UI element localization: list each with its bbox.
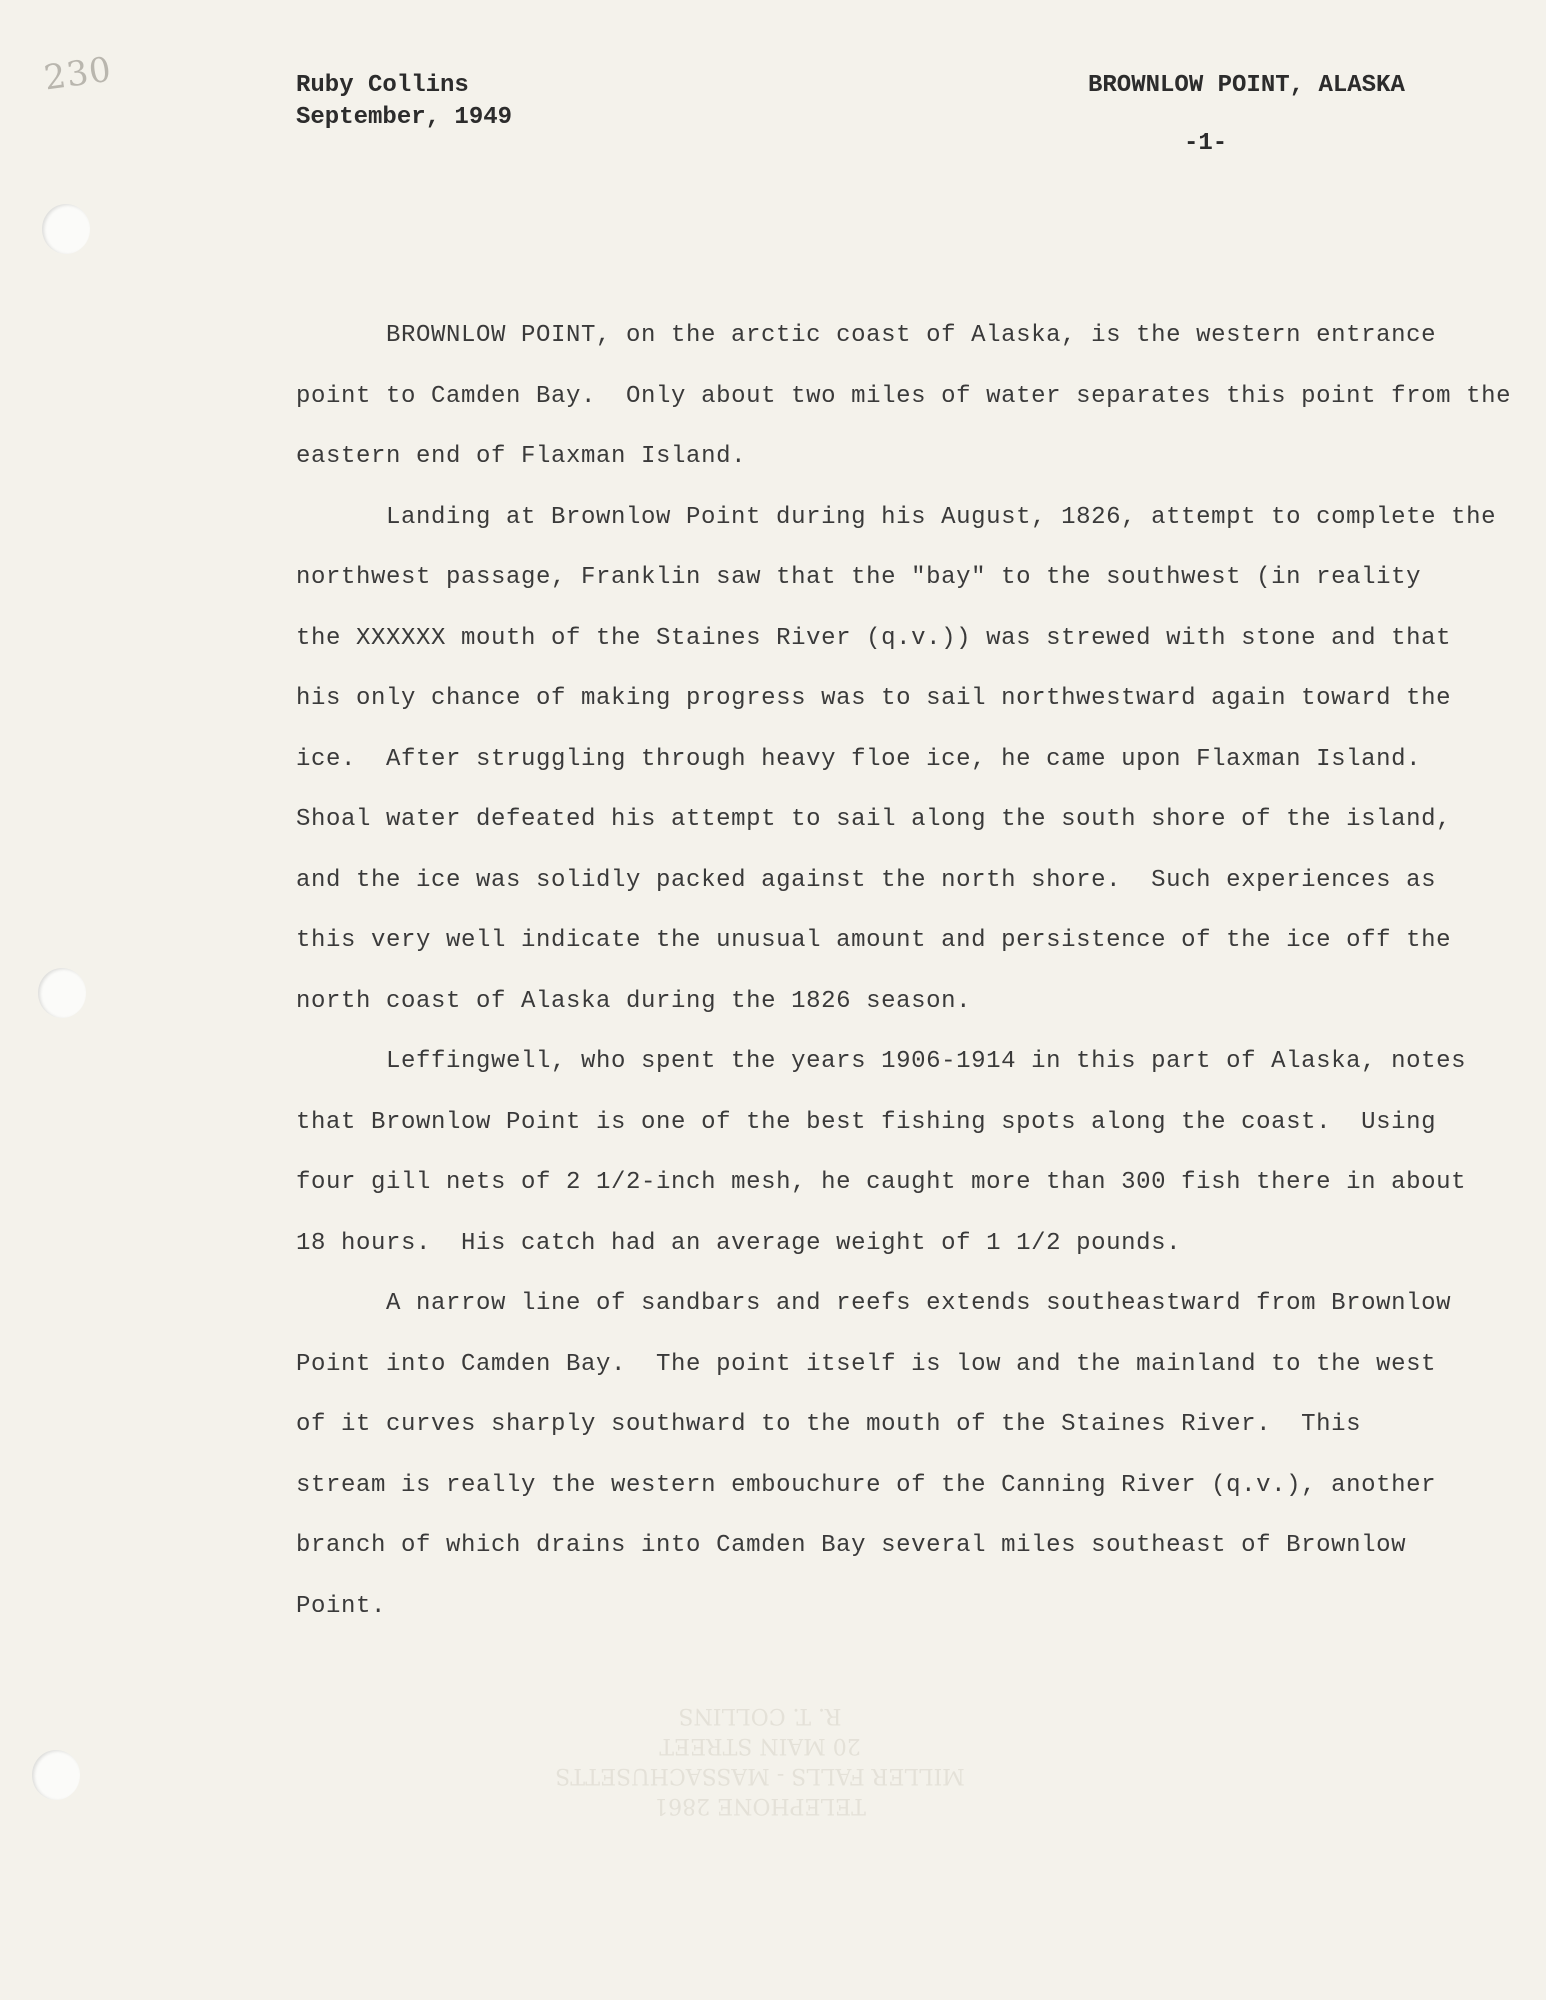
- binder-hole-middle: [38, 968, 86, 1018]
- text-line: of it curves sharply southward to the mouth of the Staines River. This: [296, 1411, 1362, 1438]
- body-text: [296, 306, 1536, 1637]
- bleed-line: MILLER FALLS - MASSACHUSETTS: [555, 1763, 965, 1788]
- text-line: A narrow line of sandbars and reefs extends southeastward from Brownlow: [386, 1290, 1452, 1317]
- paragraph-4: [296, 1274, 1536, 1637]
- paragraph-2: [296, 488, 1536, 1033]
- text-line: Shoal water defeated his attempt to sail along the south shore of the island,: [296, 806, 1452, 833]
- text-line: eastern end of Flaxman Island.: [296, 443, 747, 470]
- text-line: Landing at Brownlow Point during his August, 1826, attempt to complete the: [386, 503, 1497, 531]
- text-line: 18 hours. His catch had an average weight of 1 1/2 pounds.: [296, 1229, 1182, 1257]
- paragraph-1: [296, 306, 1536, 488]
- document-title: BROWNLOW POINT, ALASKA: [1088, 72, 1405, 99]
- text-line: Point.: [296, 1592, 387, 1620]
- binder-hole-bottom: [32, 1750, 80, 1800]
- text-line: north coast of Alaska during the 1826 season.: [296, 987, 972, 1015]
- text-line: Point into Camden Bay. The point itself is low and the mainland to the west: [296, 1350, 1437, 1378]
- text-line: this very well indicate the unusual amount and persistence of the ice off the: [296, 927, 1452, 954]
- binder-hole-top: [42, 204, 90, 254]
- text-line: ice. After struggling through heavy floe ice, he came upon Flaxman Island.: [296, 745, 1422, 773]
- text-line: his only chance of making progress was to sail northwestward again toward the: [296, 685, 1452, 712]
- bleed-line: R. T. COLLINS: [678, 1703, 842, 1728]
- bleed-through-letterhead: [540, 1700, 980, 1820]
- text-line: that Brownlow Point is one of the best fishing spots along the coast. Using: [296, 1108, 1437, 1136]
- bleed-line: TELEPHONE 2861: [654, 1793, 866, 1818]
- text-line: BROWNLOW POINT, on the arctic coast of Alaska, is the western entrance: [386, 322, 1437, 349]
- document-date: September, 1949: [296, 104, 513, 131]
- paragraph-3: [296, 1032, 1536, 1274]
- text-line: four gill nets of 2 1/2-inch mesh, he caught more than 300 fish there in about: [296, 1169, 1467, 1196]
- bleed-line: 20 MAIN STREET: [659, 1733, 861, 1758]
- page-number: -1-: [1184, 130, 1228, 157]
- text-line: Leffingwell, who spent the years 1906-1914 in this part of Alaska, notes: [386, 1048, 1467, 1075]
- text-line: northwest passage, Franklin saw that the "bay" to the southwest (in reality: [296, 564, 1422, 591]
- author-block: [296, 70, 512, 134]
- text-line: point to Camden Bay. Only about two miles of water separates this point from the: [296, 382, 1512, 410]
- text-line: stream is really the western embouchure of the Canning River (q.v.), another: [296, 1471, 1437, 1499]
- pencil-annotation: 230: [41, 49, 115, 99]
- text-line: branch of which drains into Camden Bay several miles southeast of Brownlow: [296, 1532, 1407, 1559]
- author-name: Ruby Collins: [296, 72, 469, 99]
- text-line: the XXXXXX mouth of the Staines River (q.v.)) was strewed with stone and that: [296, 624, 1452, 652]
- text-line: and the ice was solidly packed against the north shore. Such experiences as: [296, 866, 1437, 894]
